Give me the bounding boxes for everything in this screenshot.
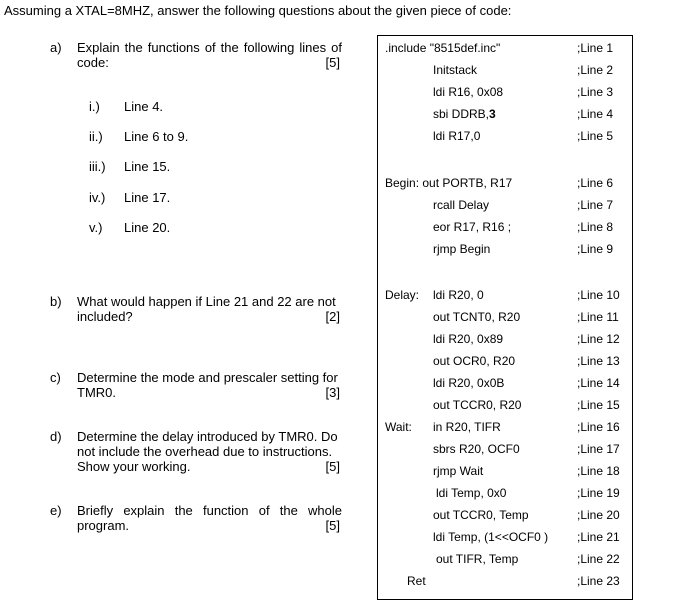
code-line-instruction: ldi R20, 0x89 [433, 332, 504, 346]
code-line-instruction: out TCNT0, R20 [433, 310, 521, 324]
code-line-instruction: ldi R17,0 [433, 129, 481, 143]
question-d-marks: [5] [325, 459, 340, 474]
code-line-label: Ret [407, 574, 426, 588]
code-line-comment: ;Line 15 [577, 398, 620, 412]
code-listing-box [377, 35, 633, 600]
code-line-comment: ;Line 22 [577, 552, 620, 566]
code-line-instruction-bold: 3 [489, 107, 496, 121]
code-line-comment: ;Line 8 [577, 220, 614, 234]
code-line-instruction: out TCCR0, Temp [433, 508, 529, 522]
code-line-instruction: out TIFR, Temp [436, 552, 519, 566]
question-c-text: Determine the mode and prescaler setting for TMR0. [77, 370, 338, 400]
question-a-marks: [5] [325, 55, 340, 70]
code-line-comment: ;Line 7 [577, 198, 614, 212]
code-line-comment: ;Line 3 [577, 85, 614, 99]
code-line-comment: ;Line 17 [577, 442, 620, 456]
question-a-subitem [89, 99, 163, 114]
question-a-subitem [89, 129, 188, 144]
question-b-letter: b) [50, 294, 62, 309]
code-line-instruction: rcall Delay [433, 198, 490, 212]
subitem-number: v.) [89, 220, 103, 235]
code-line-comment: ;Line 21 [577, 530, 620, 544]
code-line-comment: ;Line 18 [577, 464, 620, 478]
question-a-letter: a) [50, 40, 62, 55]
subitem-text: Line 20. [124, 220, 171, 235]
subitem-number: iii.) [89, 159, 106, 174]
code-line-comment: ;Line 19 [577, 486, 620, 500]
subitem-number: ii.) [89, 129, 103, 144]
question-e-text: Briefly explain the function of the whole program. [77, 503, 342, 533]
question-a-subitem [89, 220, 170, 235]
code-line-comment: ;Line 1 [577, 41, 614, 55]
code-include-line: .include "8515def.inc" [385, 41, 501, 55]
subitem-text: Line 4. [124, 99, 164, 114]
code-line-comment: ;Line 4 [577, 107, 614, 121]
code-line-instruction: out TCCR0, R20 [433, 398, 522, 412]
code-line-comment: ;Line 13 [577, 354, 620, 368]
code-line-instruction: ldi R20, 0 [433, 288, 484, 302]
code-line-label: Delay: [385, 288, 420, 302]
question-e-marks: [5] [325, 518, 340, 533]
code-line-instruction [433, 107, 496, 121]
code-line-instruction: out OCR0, R20 [433, 354, 516, 368]
code-line-comment: ;Line 16 [577, 420, 620, 434]
code-line-comment: ;Line 12 [577, 332, 620, 346]
question-a-text: Explain the functions of the following lines of code: [77, 40, 342, 70]
code-line-comment: ;Line 23 [577, 574, 620, 588]
code-line-instruction: ldi Temp, 0x0 [436, 486, 507, 500]
subitem-number: i.) [89, 99, 100, 114]
subitem-text: Line 6 to 9. [124, 129, 189, 144]
question-a-subitem [89, 159, 170, 174]
code-line-instruction: Initstack [433, 63, 478, 77]
subitem-text: Line 15. [124, 159, 171, 174]
code-line-comment: ;Line 20 [577, 508, 620, 522]
code-line-instruction: ldi R20, 0x0B [433, 376, 505, 390]
subitem-number: iv.) [89, 190, 106, 205]
question-c-letter: c) [50, 370, 61, 385]
code-line-comment: ;Line 6 [577, 176, 614, 190]
code-line-comment: ;Line 11 [577, 310, 619, 324]
question-d-letter: d) [50, 429, 62, 444]
question-b-text: What would happen if Line 21 and 22 are not included? [77, 294, 336, 324]
code-line-instruction: ldi Temp, (1<<OCF0 ) [433, 530, 549, 544]
code-line-comment: ;Line 14 [577, 376, 620, 390]
code-line-instruction: ldi R16, 0x08 [433, 85, 504, 99]
code-line-instruction: eor R17, R16 ; [433, 220, 512, 234]
code-line-instruction-text: sbi DDRB, [433, 107, 490, 121]
code-line-instruction: rjmp Wait [433, 464, 484, 478]
question-e-letter: e) [50, 503, 62, 518]
code-line-instruction: sbrs R20, OCF0 [433, 442, 520, 456]
code-line-comment: ;Line 9 [577, 242, 614, 256]
intro-text: Assuming a XTAL=8MHZ, answer the following questions about the given piece of code: [4, 3, 512, 18]
question-b-marks: [2] [325, 309, 340, 324]
code-line-comment: ;Line 5 [577, 129, 614, 143]
question-a-subitem [89, 190, 170, 205]
code-line-instruction: in R20, TIFR [433, 420, 501, 434]
code-line-instruction: rjmp Begin [433, 242, 491, 256]
code-line-label: Wait: [385, 420, 412, 434]
question-d-text: Determine the delay introduced by TMR0. Do not include the overhead due to instructions. Show your working. [77, 429, 338, 474]
code-line-comment: ;Line 10 [577, 288, 620, 302]
code-line-label: Begin: out PORTB, R17 [385, 176, 513, 190]
question-c-marks: [3] [325, 385, 340, 400]
subitem-text: Line 17. [124, 190, 171, 205]
code-line-comment: ;Line 2 [577, 63, 614, 77]
